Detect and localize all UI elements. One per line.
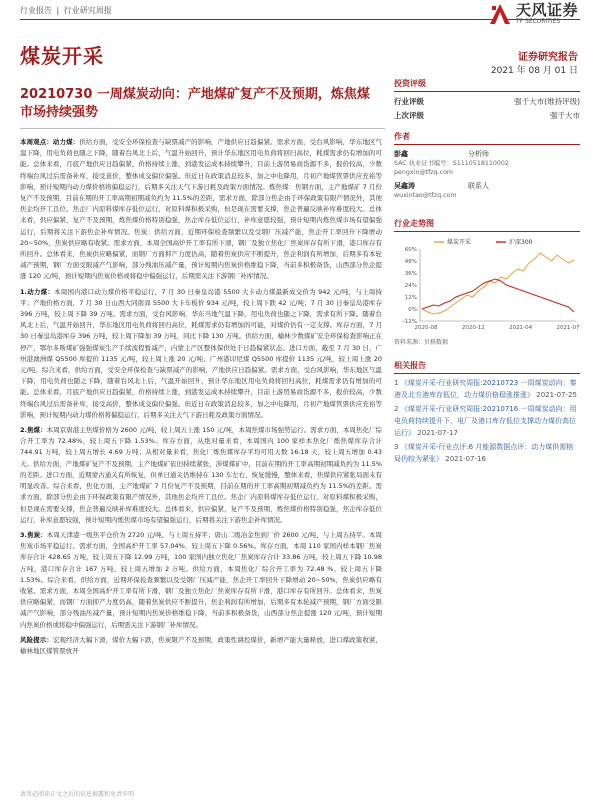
y-tick-label: -12% (402, 319, 417, 325)
related-report-link[interactable]: 《煤炭开采-行业研究周报:20210716 一周煤炭动向：用电负荷持续提升下，电厂及港口库存低位支撑动力煤价高位运行》 (394, 405, 577, 437)
related-report-item[interactable] (394, 377, 580, 401)
rating-heading: 投资评级 (394, 78, 580, 92)
coke-paragraph (20, 530, 382, 631)
industry-rating-value: 强于大市(维持评级) (514, 97, 580, 106)
related-report-number: 3 (394, 443, 399, 451)
y-tick-label: 48% (404, 259, 417, 265)
summary-paragraph (20, 137, 382, 283)
related-report-link[interactable]: 《煤炭开采-行业研究周报:20210723 一周煤炭动向：秦港及北方港库存低位，动力煤价格稳涨推涨》 (394, 379, 577, 399)
analyst-name: 彭鑫 (394, 150, 408, 158)
series-line-coal-mining (422, 253, 574, 314)
trend-chart (394, 235, 580, 335)
analyst-name: 吴鑫涛 (394, 182, 415, 190)
analyst-card (394, 181, 580, 200)
related-report-number: 2 (394, 405, 399, 413)
tag-weekly: 行业研究周报 (63, 6, 112, 15)
coking-coal-lead: 2.焦煤： (20, 426, 47, 435)
previous-rating-value: 强于大市 (550, 111, 580, 120)
summary-text: 供给方面，受安全环保检查与缺票减产的影响，产地供应日趋偏紧。需求方面，受台风影响，华东地区气温下降，用电负荷也随之下降，随着台风北上后，气温升始回升，预计华东地区用电负荷将回归高位，耗煤需求仍有增加的可能。总体来看，月底产地供应日趋偏紧，价格持续上涨，到港发运成本持续攀升，目前上游贸易商货源不多，报价较高，少数终端台风过后需备补库，接受意价，整体成交偏位偏强。但近日在政策消息较多，加之中电降用，月初产地煤管票供应充裕等影响，预计短期内动力煤价格将偏稳运行，后期多关注天气下游日耗及政策方面情况。炼焦煤：焦钢方面，主产地煤矿 7 月份复产不及预期，目前在期的开工率高期初期减负约为 11.5%的差距，需求方面，除部分焦企由于环保政策有限产情况外，其他焦企均开工良位。焦企厂内原料煤库存低位运行，对原料煤积极采购，但是现在需要支撑，焦企普遍反映补库难度较大。总体来看，供应偏紧，复产不及预期，炼焦煤价格特别稳强，焦企库存低位运行，补库意愿较强，预计短期内炼焦煤市场有望偏强运行，后期将关注下游焦企补库情况。焦炭：供给方面，近期环保检查频繁以及受钢厂压减产能，焦企开工率回升下降增动 20~50%，焦炭供应略有收紧。需求方面，本周全国高炉开工率有所下滑，钢厂及独立焦化厂焦炭库存有所下滑，港口库存有所回升。总体看来，焦炭供应略偏紧，而钢厂方面抑产力度仍高，随着焦炭供应不断提升，焦企利润有所增加，后期多有本轮减产预期，钢厂方面受限减产气影响，部分残油压减产量，预计短期内焦炭价格维稳下降，当前多积极备货，山西部分焦企提涨 120 元/吨，预计短期内焦炭价格或将稳中偏强运行，后期需关注下游钢厂补库情况。 (20, 138, 383, 281)
legend-label: 煤炭开采 (447, 239, 472, 246)
report-date: 2021 年 08 月 01 日 (490, 66, 578, 76)
industry-rating-row (394, 95, 580, 109)
coking-coal-paragraph (20, 425, 382, 526)
previous-rating-row (394, 109, 580, 123)
company-logo (488, 2, 578, 26)
main-body (20, 137, 382, 661)
trend-chart-heading: 行业走势图 (394, 218, 580, 232)
report-type: 证券研究报告 (518, 52, 578, 63)
analyst-card (394, 149, 580, 177)
previous-rating-label: 上次评级 (394, 111, 424, 120)
thermal-coal-paragraph (20, 287, 382, 421)
related-report-date: 2021-07-17 (417, 429, 458, 437)
tag-industry-report: 行业报告 (20, 6, 52, 15)
analyst-license: SAC 执业证书编号：S1110518110002 (394, 160, 509, 167)
report-tags (20, 5, 114, 16)
x-tick-label: 2021-04 (509, 325, 533, 331)
title-divider (20, 128, 385, 129)
coke-lead: 3.焦炭： (20, 530, 47, 539)
coke-text: 本周天津港一级焦平仓价为 2720 元/吨，与上周五持平；唐山二级冶金焦到厂价 2600 元/吨，与上周五持平。本周焦炭市场平稳运行。需求方面，全国高炉开工率 57.04%，较上周五下降 0.56%。库存方面，本周 110 家国内样本钢厂焦炭库存合计 428.65 万吨，较上周五下降 12.99 万吨，100 家国内独立焦化厂焦炭库存合计 33.86 万吨，较上周五下降 10.98 万吨，港口库存合计 167 万吨，较上周五增加 2 万吨。供给方面，本周焦化厂综合开工率为 72.48 %，较上周五下降 1.53%。综合来看，供给方面，近期环保检查频繁以及受钢厂压减产能，焦企开工率回升下降增动 20~50%，焦炭供应略有收紧。需求方面，本周全国高炉开工率有所下滑，钢厂及独立焦化厂焦炭库存有所下滑，港口库存有所回升。总体看来，焦炭供应略偏紧，而钢厂方面抑产力度仍高，随着焦炭供应不断提升，焦企利润有所增加，后期多有本轮减产预期，钢厂方面受限减产气影响，部分残油压减产量，预计短期内焦炭价格维稳下降，当前多积极备货，山西部分焦企提涨 120 元/吨，预计短期内焦炭价格或将稳中偏强运行，后期需关注下游钢厂补库情况。 (20, 530, 382, 629)
x-tick-label: 2020-08 (414, 325, 438, 331)
series-line-csi300 (422, 279, 574, 312)
sidebar (394, 78, 580, 467)
related-heading: 相关报告 (394, 360, 580, 374)
logo-mark-icon (488, 2, 512, 26)
y-tick-label: 12% (404, 295, 417, 301)
logo-chinese-text: 天风证券 (515, 1, 578, 19)
y-tick-label: 0% (408, 307, 417, 313)
tag-divider: | (56, 6, 60, 15)
risk-lead: 风险提示： (20, 635, 53, 644)
legend-label: 沪深300 (509, 239, 533, 246)
analyst-email[interactable]: wuxintao@tfzq.com (394, 192, 457, 199)
logo-english-text: TF SECURITIES (515, 18, 561, 25)
related-report-date: 2021-07-25 (536, 391, 577, 399)
y-tick-label: 60% (404, 247, 417, 253)
industry-rating-label: 行业评级 (394, 97, 424, 106)
related-report-link[interactable]: 《煤炭开采-行业点评:6 月能源数据点评：动力煤供需格局仍较为紧张》 (394, 443, 574, 463)
trend-chart-section (394, 218, 580, 346)
industry-heading: 煤炭开采 (20, 44, 104, 68)
chart-source: 资料来源：贝格数据 (394, 339, 449, 346)
related-reports (394, 360, 580, 465)
thermal-coal-lead: 1.动力煤： (20, 287, 55, 296)
analyst-email[interactable]: pengxin@tfzq.com (394, 169, 454, 176)
related-report-number: 1 (394, 379, 399, 387)
risk-text: 宏观经济大幅下滑，煤价大幅下跌，焦炭限产不及预期，政策性调控煤价，新增产能大量释放，进口煤政策收紧，榆林地区煤管票放开 (20, 635, 383, 655)
summary-lead: 本周观点：动力煤： (20, 138, 80, 146)
related-report-item[interactable] (394, 403, 580, 439)
y-tick-label: 36% (404, 271, 417, 277)
related-report-date: 2021-07-16 (445, 455, 486, 463)
thermal-coal-text: 本周国内港口动力煤价格平稳运行，7 月 30 日秦皇岛港 5500 大卡动力煤最新成交价为 942 元/吨，与上周持平；产地价格方面，7 月 30 日山西大同南郊 5500 大卡车板价 934 元/吨，较上周下跌 42 元/吨；7 月 30 日秦皇岛港库存 396 万吨，较上周下降 39 万吨。需求方面，受台风影响，华东当地气温下降，用电负荷也随之下降，需求有所下降。随着台风北上后，气温开始回升，华东地区用电负荷将回归高位，耗煤需求仍有增加的可能，对煤价仍有一定支撑。库存方面，7 月 30 日秦皇岛港库存 396 万吨，较上周下降加 39 万吨，同比下降 130 万吨。供给方面，榆林少数煤矿安全环保检查影响正在停产，鄂尔多斯煤矿强强煤炭生产手续流程暂减产，内蒙主产区整体保供处于日趋偏紧状态。进口方面，截至 7 月 30 日，广州港澳洲煤 Q5500 库提价 1135 元/吨，较上周上涨 20 元/吨；广州港印尼煤 Q5500 库提价 1135 元/吨，较上周上涨 20 元/吨。综合来看，供给方面，受安全环保检查与缺票减产的影响，产地供应日趋偏紧。需求方面，受台风影响，华东地区气温下降，用电负荷也随之下降，随着台风北上后，气温开始回升，预计华东地区用电负荷将回归高位，耗煤需求仍有增加的可能。总体来看，月底产地供应日趋偏紧，价格持续上涨，到港发运成本持续攀升，目前上游贸易商货源不多，报价较高，少数终端台风过后需备补库，接受高价，整体成交偏位偏强。但近日在政策消息较多，加之中电降用，月初产地煤管票供应充裕等影响，预计短期内动力煤价格将偏稳运行，后期多关注天气下游日耗及政策方面情况。 (20, 287, 382, 419)
analysts-heading: 作者 (394, 131, 580, 145)
analyst-role: 联系人 (468, 182, 489, 190)
x-tick-label: 2021-07 (556, 325, 580, 331)
coking-coal-text: 本周京唐港主焦煤价格为 2600 元/吨，较上周五上涨 150 元/吨，本周焦煤市场强势运行。需求方面，本周焦化厂综合开工率为 72.48%，较上周五下降 1.53%。库存方面，从绝对量来看，本周国内 100 家样本焦化厂炼焦煤库存合计 744.91 万吨，较上周五增长 4.69 万吨；从相对量来看，焦化厂炼焦煤库存平均可用天数 16.18 天，较上周五增加 0.43 天。供给方面，产地煤矿复产不及预期，主产地煤矿依旧持续紧张，涉煤煤矿中，目前在期的开工率高期初期减负约为 11.5%的差距。进口方面，近期蒙古通关有所恢复，但单日通关仍维持在 130 车左右，恢复缓慢，整体来看，焦煤供应紧张局面未有明显改善。综合来看，焦化方面，主产地煤矿 7 月份复产不及预期，目前在期的开工率高期初期减负约为 11.5%的差距。需求方面，除部分焦企由于环保政策有限产情况外，其他焦企均开工良位。焦企厂内原料煤库存低位运行，对原料煤积极采购，但是现在需要支撑，焦企普遍反映补库难度较大。总体看来，供应偏紧，复产不及预期，炼焦煤价格特别稳强，焦企库存低位运行，补库意愿较强，预计短期内炼焦煤市场有望偏强运行，后期将关注下游焦企补库情况。 (20, 426, 383, 524)
x-tick-label: 2020-12 (461, 325, 485, 331)
disclaimer-note: 请务必阅读正文之后的信息披露和免责申明 (20, 791, 135, 798)
y-tick-label: 24% (404, 283, 417, 289)
risk-paragraph (20, 635, 382, 657)
related-report-item[interactable] (394, 441, 580, 465)
analyst-role: 分析师 (468, 150, 489, 158)
report-title: 20210730 一周煤炭动向：产地煤矿复产不及预期，炼焦煤市场持续强势 (20, 87, 370, 120)
